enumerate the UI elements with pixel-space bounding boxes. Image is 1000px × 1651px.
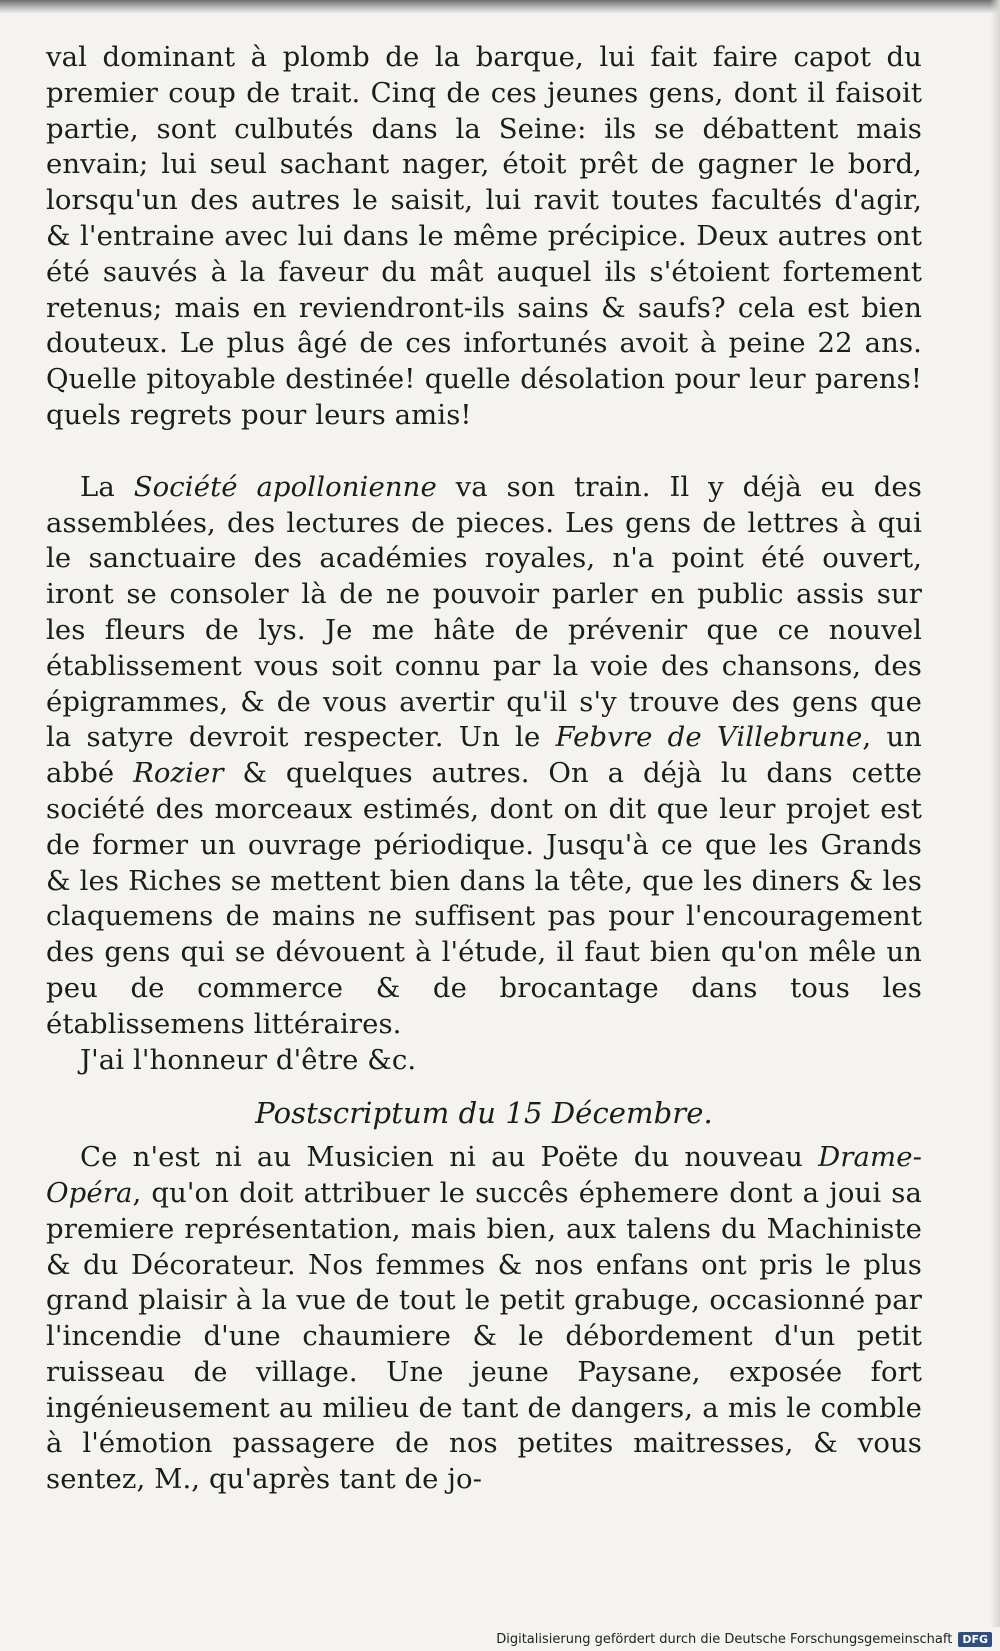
paragraph-2-italic-2: Febvre de Villebrune bbox=[555, 721, 863, 754]
paragraph-2 bbox=[46, 470, 922, 1043]
paragraph-gap bbox=[46, 434, 922, 470]
paragraph-3-text-2: , qu'on doit attribuer le succês éphemere dont a joui sa premiere représentation, mais bien, aux talens du Machiniste & du Décorateur. Nos femmes & nos enfans ont pris le plus grand plaisir à la vue de tout le petit grabuge, occasionné par l'incendie d'une chaumiere & le débordement d'un petit ruisseau de village. Une jeune Paysane, exposée fort ingénieusement au milieu de tant de dangers, a mis le comble à l'émotion passagere de nos petites maitresses, & vous sentez, M., qu'après tant de jo- bbox=[46, 1176, 922, 1496]
paragraph-1: val dominant à plomb de la barque, lui fait faire capot du premier coup de trait. Cinq de ces jeunes gens, dont il faisoit partie, sont culbutés dans la Seine: ils se débattent mais envain; lui seul sachant nager, étoit prêt de gagner le bord, lorsqu'un des autres le saisit, lui ravit toutes facultés d'agir, & l'entraine avec lui dans le même précipice. Deux autres ont été sauvés à la faveur du mât auquel ils s'étoient fortement retenus; mais en reviendront-ils sains & saufs? cela est bien douteux. Le plus âgé de ces infortunés avoit à peine 22 ans. Quelle pitoyable destinée! quelle désolation pour leur parens! quels regrets pour leurs amis! bbox=[46, 41, 922, 431]
paragraph-2-italic-1: Société apollonienne bbox=[133, 470, 437, 503]
paragraph-3-text-1: Ce n'est ni au Musicien ni au Poëte du nouveau bbox=[80, 1141, 819, 1174]
postscript-heading: Postscriptum du 15 Décembre. bbox=[255, 1096, 713, 1131]
document-page bbox=[46, 40, 922, 1498]
paragraph-2-text-4: & quelques autres. On a déjà lu dans cette société des morceaux estimés, dont on dit que leur projet est de former un ouvrage périodique. Jusqu'à ce que les Grands & les Riches se mettent bien dans la tête, que les diners & les claquemens de mains ne suffisent pas pour l'encouragement des gens qui se dévouent à l'étude, il faut bien qu'on mêle un peu de commerce & de brocantage dans tous les établissemens littéraires. bbox=[46, 757, 922, 1040]
page-right-edge bbox=[990, 0, 1000, 1651]
footer-credit-text: Digitalisierung gefördert durch die Deutsche Forschungsgemeinschaft bbox=[496, 1631, 953, 1647]
closing-line: J'ai l'honneur d'être &c. bbox=[80, 1043, 417, 1076]
page-top-shadow bbox=[0, 0, 1000, 14]
dfg-logo-icon: DFG bbox=[958, 1632, 992, 1647]
paragraph-3-italic-1: Drame-Opéra bbox=[46, 1141, 922, 1209]
paragraph-2-italic-3: Rozier bbox=[133, 757, 224, 790]
paragraph-2-text-1: La bbox=[80, 470, 134, 503]
paragraph-3 bbox=[46, 1140, 922, 1498]
paragraph-2-text-2: va son train. Il y déjà eu des assemblées, des lectures de pieces. Les gens de lettres à qui le sanctuaire des académies royales, n'a point été ouvert, iront se consoler là de ne pouvoir parler en public assis sur les fleurs de lys. Je me hâte de prévenir que ce nouvel établissement vous soit connu par la voie des chansons, des épigrammes, & de vous avertir qu'il s'y trouve des gens que la satyre devroit respecter. Un le bbox=[46, 470, 922, 754]
digitization-footer bbox=[486, 1627, 1000, 1651]
paragraph-2-text-3: , un abbé bbox=[46, 721, 922, 790]
